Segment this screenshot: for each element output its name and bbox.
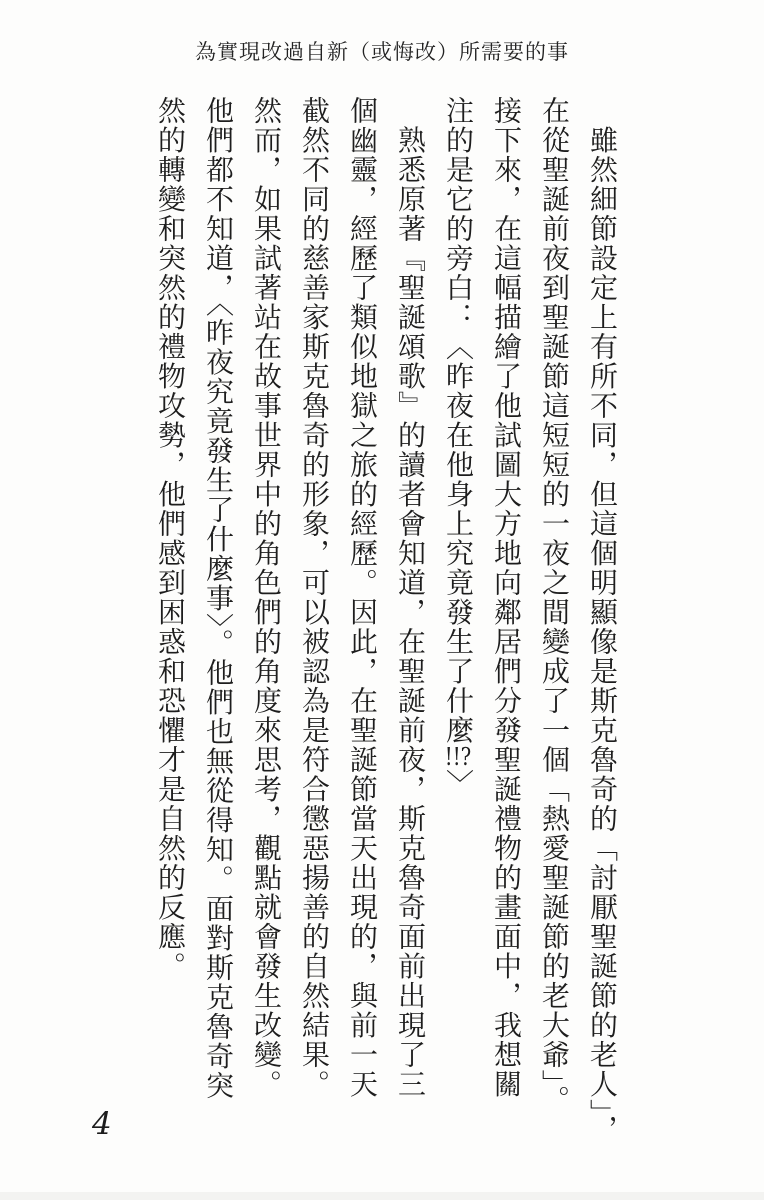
column-text: 然而，如果試著站在故事世界中的角色們的角度來思考，觀點就會發生改變。	[250, 96, 283, 1099]
text-column	[578, 96, 626, 1181]
text-column	[530, 96, 578, 1181]
text-column	[386, 96, 434, 1181]
text-column	[338, 96, 386, 1181]
text-column	[482, 96, 530, 1181]
column-text: 熟悉原著『聖誕頌歌』的讀者會知道，在聖誕前夜，斯克魯奇面前出現了三	[394, 96, 427, 1099]
text-column	[146, 96, 194, 1181]
column-text: 然的轉變和突然的禮物攻勢，他們感到困惑和恐懼才是自然的反應。	[154, 96, 187, 981]
text-column	[290, 96, 338, 1181]
text-column	[194, 96, 242, 1181]
page-bottom-edge	[0, 1192, 764, 1200]
page-number: 4	[92, 1106, 112, 1142]
column-text: 他們都不知道，〈昨夜究竟發生了什麼事〉。他們也無從得知。面對斯克魯奇突	[202, 96, 235, 1101]
running-header: 為實現改過自新（或悔改）所需要的事	[195, 40, 569, 64]
column-text: 注的是它的旁白：〈昨夜在他身上究竟發生了什麼	[442, 96, 475, 745]
tatechuyoko-text: !!?	[444, 745, 472, 769]
column-text: 截然不同的慈善家斯克魯奇的形象，可以被認為是符合懲惡揚善的自然結果。	[298, 96, 331, 1099]
column-text: 在從聖誕前夜到聖誕節這短短的一夜之間變成了一個「熱愛聖誕節的老大爺」。	[538, 96, 571, 1115]
text-column	[242, 96, 290, 1181]
page-text	[146, 96, 626, 1181]
column-text: 接下來，在這幅描繪了他試圖大方地向鄰居們分發聖誕禮物的畫面中，我想關	[490, 96, 523, 1099]
text-column	[434, 96, 482, 1181]
column-text: 雖然細節設定上有所不同，但這個明顯像是斯克魯奇的「討厭聖誕節的老人」，	[586, 96, 619, 1144]
column-text: 個幽靈，經歷了類似地獄之旅的經歷。因此，在聖誕節當天出現的，與前一天	[346, 96, 379, 1099]
column-text: 〉	[442, 769, 475, 799]
